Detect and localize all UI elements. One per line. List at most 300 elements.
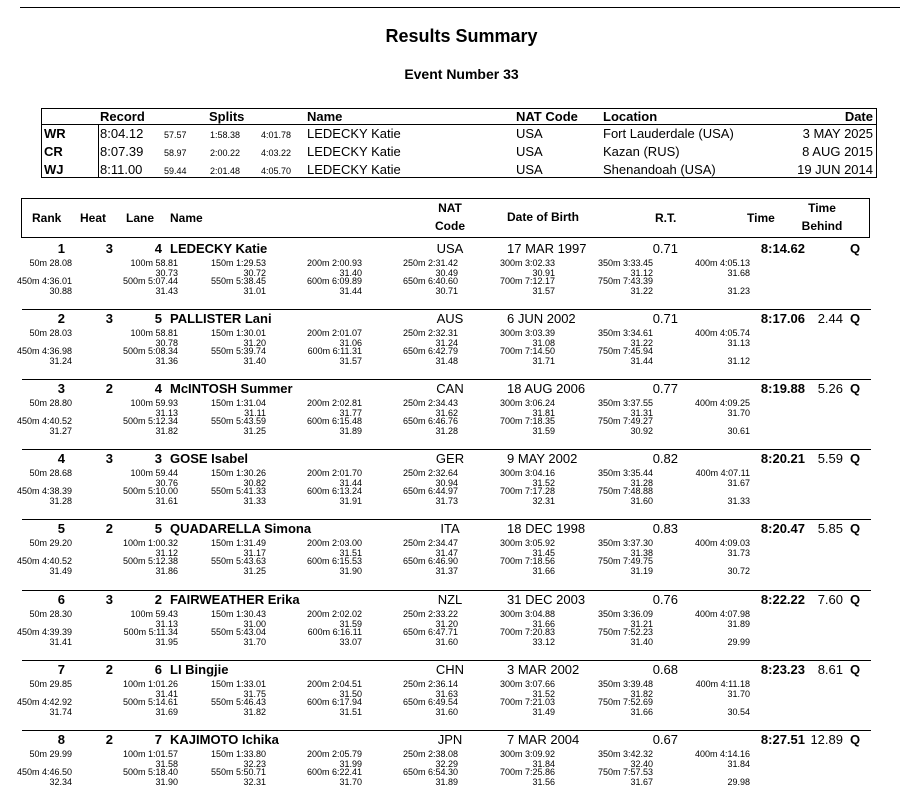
split-lap: 31.58 xyxy=(155,759,178,769)
result-separator xyxy=(22,449,871,450)
result-name: GOSE Isabel xyxy=(170,451,249,466)
split-lap: 31.57 xyxy=(339,356,362,366)
split-lap: 30.71 xyxy=(435,286,458,296)
split-lap: 32.23 xyxy=(243,759,266,769)
record-time: 8:11.00 xyxy=(100,162,143,177)
split-lap: 31.00 xyxy=(243,619,266,629)
col-behind-line2: Behind xyxy=(801,219,843,233)
result-entry xyxy=(0,521,923,591)
split-lap: 31.44 xyxy=(339,286,362,296)
result-dob: 7 MAR 2004 xyxy=(507,732,580,747)
split-cumulative: 450m 4:40.52 xyxy=(16,416,72,426)
split-lap: 31.70 xyxy=(727,408,750,418)
result-rt: 0.68 xyxy=(652,662,678,677)
split-cumulative: 100m 58.81 xyxy=(130,328,178,338)
record-location: Kazan (RUS) xyxy=(603,144,680,159)
split-cumulative: 750m 7:49.27 xyxy=(597,416,653,426)
split-lap: 31.13 xyxy=(727,338,750,348)
split-lap: 30.94 xyxy=(435,478,458,488)
split-cumulative: 400m 4:11.18 xyxy=(695,679,750,689)
split-cumulative: 150m 1:31.04 xyxy=(210,398,266,408)
record-split-50: 57.57 xyxy=(164,130,187,140)
result-dob: 9 MAY 2002 xyxy=(507,451,578,466)
split-cumulative: 650m 6:46.90 xyxy=(402,556,458,566)
split-lap: 31.24 xyxy=(435,338,458,348)
result-lane: 4 xyxy=(154,241,162,256)
split-lap: 31.17 xyxy=(243,548,266,558)
split-cumulative: 750m 7:52.69 xyxy=(597,697,653,707)
split-lap: 31.12 xyxy=(155,548,178,558)
split-lap: 31.70 xyxy=(243,637,266,647)
split-lap: 32.31 xyxy=(532,496,555,506)
split-lap: 31.56 xyxy=(532,777,555,787)
split-cumulative: 550m 5:41.33 xyxy=(210,486,266,496)
result-entry xyxy=(0,451,923,521)
split-cumulative: 250m 2:36.14 xyxy=(402,679,458,689)
split-cumulative: 200m 2:01.07 xyxy=(306,328,362,338)
result-heat: 3 xyxy=(105,241,113,256)
split-lap: 31.69 xyxy=(155,707,178,717)
result-qualified: Q xyxy=(850,732,861,747)
result-name: QUADARELLA Simona xyxy=(170,521,312,536)
split-lap: 31.20 xyxy=(243,338,266,348)
record-date: 8 AUG 2015 xyxy=(802,144,873,159)
split-cumulative: 650m 6:46.76 xyxy=(402,416,458,426)
split-cumulative: 500m 5:18.40 xyxy=(122,767,178,777)
result-behind: 5.26 xyxy=(817,381,843,396)
split-cumulative: 150m 1:30.43 xyxy=(210,609,266,619)
result-qualified: Q xyxy=(850,311,861,326)
split-cumulative: 700m 7:18.56 xyxy=(499,556,555,566)
split-lap: 31.49 xyxy=(49,566,72,576)
split-lap: 31.86 xyxy=(155,566,178,576)
split-cumulative: 550m 5:43.63 xyxy=(210,556,266,566)
split-lap: 29.99 xyxy=(727,637,750,647)
record-split-150: 4:01.78 xyxy=(261,130,292,140)
split-lap: 31.82 xyxy=(630,689,653,699)
split-cumulative: 350m 3:35.44 xyxy=(597,468,653,478)
split-lap: 31.60 xyxy=(435,707,458,717)
split-cumulative: 450m 4:46.50 xyxy=(16,767,72,777)
split-lap: 30.54 xyxy=(727,707,750,717)
result-time: 8:22.22 xyxy=(760,592,805,607)
split-lap: 31.60 xyxy=(435,637,458,647)
split-cumulative: 450m 4:38.39 xyxy=(16,486,72,496)
split-cumulative: 500m 5:08.34 xyxy=(122,346,178,356)
split-cumulative: 650m 6:42.79 xyxy=(402,346,458,356)
split-cumulative: 600m 6:17.94 xyxy=(306,697,362,707)
split-lap: 30.61 xyxy=(727,426,750,436)
record-nat: USA xyxy=(516,144,543,159)
split-cumulative: 250m 2:38.08 xyxy=(402,749,458,759)
split-lap: 31.91 xyxy=(339,496,362,506)
records-header-name: Name xyxy=(307,109,343,124)
split-lap: 31.52 xyxy=(532,478,555,488)
result-dob: 18 AUG 2006 xyxy=(507,381,586,396)
split-lap: 31.12 xyxy=(630,268,653,278)
split-lap: 31.22 xyxy=(630,338,653,348)
split-lap: 31.33 xyxy=(243,496,266,506)
split-lap: 31.25 xyxy=(243,426,266,436)
split-lap: 30.82 xyxy=(243,478,266,488)
split-cumulative: 700m 7:25.86 xyxy=(499,767,555,777)
split-lap: 32.29 xyxy=(435,759,458,769)
split-lap: 31.71 xyxy=(532,356,555,366)
result-name: LI Bingjie xyxy=(170,662,229,677)
record-time: 8:04.12 xyxy=(100,126,144,141)
split-cumulative: 300m 3:06.24 xyxy=(499,398,555,408)
split-cumulative: 300m 3:04.16 xyxy=(499,468,555,478)
split-lap: 31.20 xyxy=(435,619,458,629)
split-cumulative: 300m 3:02.33 xyxy=(499,258,555,268)
split-lap: 30.88 xyxy=(49,286,72,296)
result-heat: 3 xyxy=(105,311,113,326)
result-name: KAJIMOTO Ichika xyxy=(170,732,279,747)
split-lap: 31.33 xyxy=(727,496,750,506)
col-time: Time xyxy=(747,211,775,225)
result-entry xyxy=(0,381,923,451)
result-nat: USA xyxy=(436,241,464,256)
split-lap: 31.22 xyxy=(630,286,653,296)
record-name: LEDECKY Katie xyxy=(307,162,401,177)
col-behind-line1: Time xyxy=(808,201,836,215)
split-lap: 31.74 xyxy=(49,707,72,717)
split-cumulative: 700m 7:14.50 xyxy=(499,346,555,356)
split-cumulative: 300m 3:07.66 xyxy=(499,679,555,689)
split-lap: 31.89 xyxy=(435,777,458,787)
record-name: LEDECKY Katie xyxy=(307,126,401,141)
split-lap: 32.31 xyxy=(243,777,266,787)
record-time: 8:07.39 xyxy=(100,144,144,159)
result-rt: 0.76 xyxy=(652,592,678,607)
split-lap: 30.76 xyxy=(155,478,178,488)
result-dob: 18 DEC 1998 xyxy=(507,521,586,536)
split-cumulative: 650m 6:40.60 xyxy=(402,276,458,286)
record-nat: USA xyxy=(516,126,543,141)
split-cumulative: 600m 6:16.11 xyxy=(307,627,362,637)
record-code: WR xyxy=(44,126,66,141)
result-behind: 7.60 xyxy=(817,592,843,607)
result-time: 8:27.51 xyxy=(760,732,805,747)
split-cumulative: 200m 2:04.51 xyxy=(306,679,362,689)
split-lap: 31.40 xyxy=(243,356,266,366)
split-cumulative: 250m 2:32.31 xyxy=(402,328,458,338)
record-code: WJ xyxy=(44,162,64,177)
result-entry xyxy=(0,241,923,311)
split-cumulative: 500m 5:14.61 xyxy=(122,697,178,707)
split-cumulative: 700m 7:20.83 xyxy=(499,627,555,637)
split-lap: 31.50 xyxy=(339,689,362,699)
split-cumulative: 50m 29.99 xyxy=(29,749,72,759)
split-lap: 31.36 xyxy=(155,356,178,366)
split-lap: 31.23 xyxy=(727,286,750,296)
result-qualified: Q xyxy=(850,662,861,677)
split-cumulative: 50m 28.30 xyxy=(29,609,72,619)
record-split-100: 1:58.38 xyxy=(210,130,241,140)
split-lap: 31.61 xyxy=(155,496,178,506)
split-lap: 31.70 xyxy=(339,777,362,787)
split-cumulative: 750m 7:43.39 xyxy=(597,276,653,286)
split-cumulative: 350m 3:33.45 xyxy=(597,258,653,268)
split-lap: 31.66 xyxy=(532,566,555,576)
split-lap: 31.51 xyxy=(339,548,362,558)
split-cumulative: 250m 2:34.47 xyxy=(402,538,458,548)
split-cumulative: 250m 2:32.64 xyxy=(402,468,458,478)
result-name: McINTOSH Summer xyxy=(170,381,293,396)
result-lane: 4 xyxy=(154,381,162,396)
split-lap: 30.78 xyxy=(155,338,178,348)
result-rank: 3 xyxy=(57,381,65,396)
result-rt: 0.82 xyxy=(652,451,678,466)
split-lap: 31.70 xyxy=(727,689,750,699)
event-number: Event Number 33 xyxy=(404,66,519,82)
col-name: Name xyxy=(170,211,203,225)
split-lap: 31.13 xyxy=(155,619,178,629)
result-entry xyxy=(0,732,923,802)
split-lap: 31.68 xyxy=(727,268,750,278)
split-cumulative: 650m 6:54.30 xyxy=(402,767,458,777)
split-lap: 31.82 xyxy=(155,426,178,436)
result-rank: 8 xyxy=(57,732,65,747)
split-cumulative: 100m 1:01.57 xyxy=(122,749,178,759)
split-lap: 31.48 xyxy=(435,356,458,366)
record-split-100: 2:00.22 xyxy=(210,148,241,158)
split-cumulative: 50m 29.20 xyxy=(29,538,72,548)
split-cumulative: 450m 4:36.01 xyxy=(16,276,72,286)
split-cumulative: 150m 1:30.26 xyxy=(210,468,266,478)
split-lap: 31.45 xyxy=(532,548,555,558)
split-cumulative: 550m 5:50.71 xyxy=(210,767,266,777)
result-separator xyxy=(22,379,871,380)
split-cumulative: 350m 3:37.55 xyxy=(597,398,653,408)
result-rank: 6 xyxy=(57,592,65,607)
split-lap: 31.24 xyxy=(49,356,72,366)
split-cumulative: 150m 1:33.80 xyxy=(210,749,266,759)
split-cumulative: 100m 59.93 xyxy=(130,398,178,408)
split-cumulative: 300m 3:09.92 xyxy=(499,749,555,759)
result-nat: CHN xyxy=(435,662,465,677)
split-cumulative: 50m 29.85 xyxy=(29,679,72,689)
split-lap: 31.89 xyxy=(727,619,750,629)
result-entry xyxy=(0,311,923,381)
split-cumulative: 650m 6:44.97 xyxy=(402,486,458,496)
split-cumulative: 50m 28.08 xyxy=(29,258,72,268)
split-cumulative: 350m 3:42.32 xyxy=(597,749,653,759)
split-lap: 31.01 xyxy=(243,286,266,296)
split-cumulative: 350m 3:37.30 xyxy=(597,538,653,548)
result-dob: 17 MAR 1997 xyxy=(507,241,587,256)
split-cumulative: 300m 3:04.88 xyxy=(499,609,555,619)
split-lap: 33.07 xyxy=(339,637,362,647)
split-lap: 31.31 xyxy=(630,408,653,418)
split-lap: 31.28 xyxy=(49,496,72,506)
split-lap: 31.21 xyxy=(630,619,653,629)
split-lap: 31.12 xyxy=(727,356,750,366)
split-cumulative: 150m 1:31.49 xyxy=(210,538,266,548)
split-lap: 31.11 xyxy=(244,408,266,418)
split-lap: 31.38 xyxy=(630,548,653,558)
result-nat: JPN xyxy=(437,732,463,747)
records-header-date: Date xyxy=(844,109,873,124)
split-cumulative: 650m 6:47.71 xyxy=(402,627,458,637)
col-rt: R.T. xyxy=(655,211,677,225)
result-name: FAIRWEATHER Erika xyxy=(170,592,300,607)
result-heat: 2 xyxy=(105,662,113,677)
record-row xyxy=(42,143,876,161)
split-cumulative: 600m 6:22.41 xyxy=(306,767,362,777)
split-cumulative: 100m 1:01.26 xyxy=(122,679,178,689)
record-split-150: 4:03.22 xyxy=(261,148,292,158)
result-name: LEDECKY Katie xyxy=(170,241,268,256)
split-cumulative: 600m 6:13.24 xyxy=(306,486,362,496)
col-rank: Rank xyxy=(32,211,62,225)
result-rt: 0.67 xyxy=(652,732,678,747)
record-date: 19 JUN 2014 xyxy=(797,162,873,177)
split-lap: 31.40 xyxy=(339,268,362,278)
split-cumulative: 500m 5:10.00 xyxy=(122,486,178,496)
split-lap: 31.25 xyxy=(243,566,266,576)
result-dob: 6 JUN 2002 xyxy=(507,311,576,326)
split-lap: 31.62 xyxy=(435,408,458,418)
result-behind: 2.44 xyxy=(817,311,843,326)
result-time: 8:19.88 xyxy=(760,381,805,396)
split-cumulative: 450m 4:42.92 xyxy=(16,697,72,707)
result-qualified: Q xyxy=(850,592,861,607)
result-behind: 8.61 xyxy=(817,662,843,677)
split-lap: 31.40 xyxy=(630,637,653,647)
result-heat: 3 xyxy=(105,451,113,466)
result-nat: ITA xyxy=(440,521,460,536)
col-lane: Lane xyxy=(126,211,155,225)
result-rt: 0.77 xyxy=(652,381,678,396)
split-lap: 31.73 xyxy=(727,548,750,558)
results-header xyxy=(21,198,870,238)
split-lap: 30.73 xyxy=(155,268,178,278)
records-table xyxy=(41,108,877,178)
split-cumulative: 50m 28.68 xyxy=(29,468,72,478)
split-cumulative: 50m 28.80 xyxy=(29,398,72,408)
record-nat: USA xyxy=(516,162,543,177)
split-lap: 31.82 xyxy=(243,707,266,717)
result-entry xyxy=(0,662,923,732)
split-cumulative: 100m 59.44 xyxy=(130,468,178,478)
col-dob: Date of Birth xyxy=(507,210,579,224)
result-rt: 0.71 xyxy=(652,241,678,256)
split-cumulative: 200m 2:00.93 xyxy=(306,258,362,268)
result-time: 8:14.62 xyxy=(760,241,805,256)
result-rank: 2 xyxy=(57,311,65,326)
split-cumulative: 200m 2:05.79 xyxy=(306,749,362,759)
split-cumulative: 500m 5:07.44 xyxy=(122,276,178,286)
result-name: PALLISTER Lani xyxy=(170,311,272,326)
result-behind: 5.85 xyxy=(817,521,843,536)
split-cumulative: 250m 2:31.42 xyxy=(402,258,458,268)
record-location: Fort Lauderdale (USA) xyxy=(603,126,734,141)
split-cumulative: 750m 7:49.75 xyxy=(597,556,653,566)
split-cumulative: 100m 59.43 xyxy=(130,609,178,619)
record-code: CR xyxy=(44,144,63,159)
split-cumulative: 450m 4:39.39 xyxy=(16,627,72,637)
split-lap: 31.60 xyxy=(630,496,653,506)
result-qualified: Q xyxy=(850,451,861,466)
split-cumulative: 300m 3:03.39 xyxy=(499,328,555,338)
split-cumulative: 600m 6:15.48 xyxy=(306,416,362,426)
split-cumulative: 400m 4:05.74 xyxy=(694,328,750,338)
record-split-50: 59.44 xyxy=(164,166,187,176)
result-heat: 3 xyxy=(105,592,113,607)
result-rank: 1 xyxy=(57,241,65,256)
split-lap: 31.89 xyxy=(339,426,362,436)
split-cumulative: 550m 5:43.04 xyxy=(210,627,266,637)
split-lap: 30.72 xyxy=(727,566,750,576)
result-lane: 5 xyxy=(154,311,162,326)
result-time: 8:20.47 xyxy=(760,521,805,536)
split-lap: 31.27 xyxy=(49,426,72,436)
split-cumulative: 250m 2:33.22 xyxy=(402,609,458,619)
split-cumulative: 650m 6:49.54 xyxy=(402,697,458,707)
split-cumulative: 700m 7:18.35 xyxy=(499,416,555,426)
split-cumulative: 700m 7:17.28 xyxy=(499,486,555,496)
split-lap: 31.28 xyxy=(630,478,653,488)
split-lap: 31.63 xyxy=(435,689,458,699)
result-behind: 12.89 xyxy=(810,732,843,747)
split-lap: 30.49 xyxy=(435,268,458,278)
result-heat: 2 xyxy=(105,381,113,396)
split-lap: 32.34 xyxy=(49,777,72,787)
split-cumulative: 450m 4:36.98 xyxy=(16,346,72,356)
record-row xyxy=(42,125,876,143)
split-lap: 31.90 xyxy=(155,777,178,787)
split-cumulative: 400m 4:07.98 xyxy=(694,609,750,619)
result-separator xyxy=(22,519,871,520)
split-cumulative: 250m 2:34.43 xyxy=(402,398,458,408)
split-cumulative: 750m 7:48.88 xyxy=(597,486,653,496)
split-lap: 31.81 xyxy=(532,408,555,418)
split-lap: 29.98 xyxy=(727,777,750,787)
result-separator xyxy=(22,590,871,591)
split-lap: 31.67 xyxy=(727,478,750,488)
result-lane: 2 xyxy=(154,592,162,607)
split-lap: 31.44 xyxy=(630,356,653,366)
split-lap: 31.43 xyxy=(155,286,178,296)
result-entry xyxy=(0,592,923,662)
split-cumulative: 400m 4:07.11 xyxy=(695,468,750,478)
result-separator xyxy=(22,730,871,731)
split-cumulative: 750m 7:45.94 xyxy=(597,346,653,356)
split-lap: 31.84 xyxy=(727,759,750,769)
result-qualified: Q xyxy=(850,241,861,256)
split-lap: 31.57 xyxy=(532,286,555,296)
col-nat-line2: Code xyxy=(435,219,465,233)
split-lap: 31.41 xyxy=(155,689,178,699)
split-lap: 30.72 xyxy=(243,268,266,278)
split-cumulative: 450m 4:40.52 xyxy=(16,556,72,566)
split-lap: 30.91 xyxy=(532,268,555,278)
split-cumulative: 500m 5:12.34 xyxy=(122,416,178,426)
result-dob: 3 MAR 2002 xyxy=(507,662,580,677)
split-lap: 31.13 xyxy=(155,408,178,418)
result-lane: 6 xyxy=(154,662,162,677)
result-nat: CAN xyxy=(436,381,464,396)
records-header-nat: NAT Code xyxy=(516,109,578,124)
split-lap: 30.92 xyxy=(630,426,653,436)
split-cumulative: 100m 1:00.32 xyxy=(122,538,178,548)
result-time: 8:17.06 xyxy=(760,311,805,326)
split-lap: 31.66 xyxy=(532,619,555,629)
split-cumulative: 400m 4:09.25 xyxy=(694,398,750,408)
result-lane: 7 xyxy=(154,732,162,747)
records-header-splits: Splits xyxy=(209,109,245,124)
